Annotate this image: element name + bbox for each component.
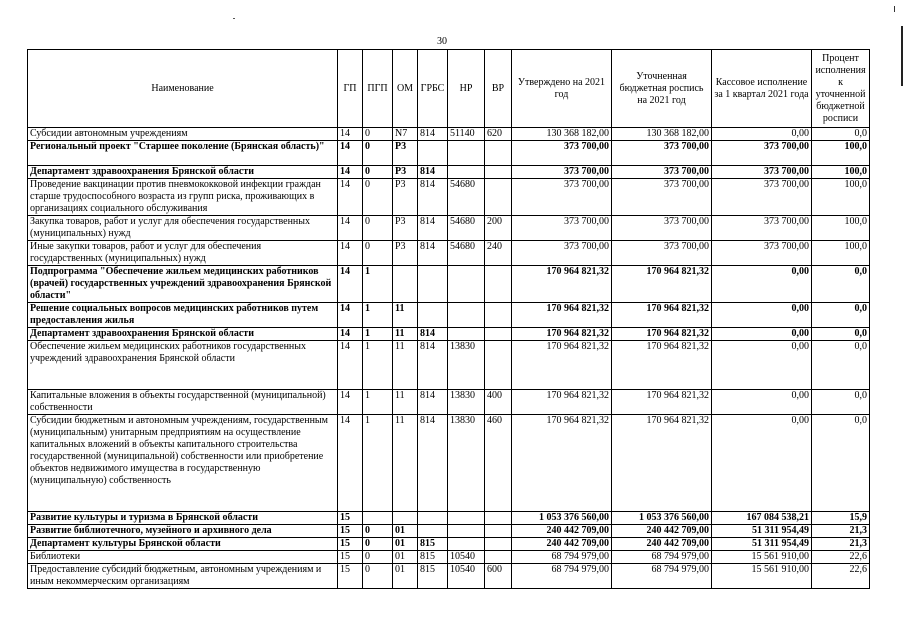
row-name: Капитальные вложения в объекты государственной (муниципальной) собственности [28,390,338,415]
row-approved: 373 700,00 [512,216,612,241]
row-vr [485,341,512,390]
row-gp: 15 [338,512,363,525]
row-cash: 0,00 [712,303,812,328]
row-revised: 130 368 182,00 [612,128,712,141]
row-vr [485,512,512,525]
row-np [448,303,485,328]
row-np [448,538,485,551]
row-gp: 15 [338,551,363,564]
row-vr [485,538,512,551]
table-row [28,525,870,538]
row-np: 13830 [448,390,485,415]
row-np: 51140 [448,128,485,141]
table-row [28,564,870,589]
row-percent: 100,0 [812,241,870,266]
row-om: 01 [393,525,418,538]
row-vr [485,525,512,538]
row-percent: 0,0 [812,390,870,415]
row-pgp: 1 [363,341,393,390]
row-np: 10540 [448,564,485,589]
row-gp: 14 [338,179,363,216]
row-pgp: 0 [363,128,393,141]
row-percent: 21,3 [812,538,870,551]
row-vr [485,328,512,341]
table-header-row [28,50,870,128]
row-gp: 14 [338,328,363,341]
row-name: Департамент здравоохранения Брянской области [28,166,338,179]
table-row [28,179,870,216]
row-grbs: 814 [418,328,448,341]
row-percent: 0,0 [812,266,870,303]
header-grbs: ГРБС [418,50,448,128]
row-np: 10540 [448,551,485,564]
row-vr [485,141,512,166]
table-row [28,512,870,525]
row-revised: 170 964 821,32 [612,266,712,303]
row-grbs: 814 [418,166,448,179]
row-grbs: 814 [418,341,448,390]
row-revised: 170 964 821,32 [612,303,712,328]
row-grbs: 815 [418,551,448,564]
row-cash: 373 700,00 [712,166,812,179]
row-pgp: 1 [363,415,393,512]
row-pgp: 1 [363,328,393,341]
table-row [28,241,870,266]
row-vr [485,303,512,328]
row-om: 11 [393,328,418,341]
row-np [448,512,485,525]
row-gp: 14 [338,166,363,179]
table-row [28,216,870,241]
row-cash: 0,00 [712,266,812,303]
row-gp: 14 [338,128,363,141]
table-row [28,303,870,328]
row-om [393,266,418,303]
header-np: НР [448,50,485,128]
row-pgp: 0 [363,216,393,241]
row-grbs: 814 [418,241,448,266]
row-vr: 460 [485,415,512,512]
table-row [28,538,870,551]
row-np: 54680 [448,241,485,266]
row-gp: 15 [338,564,363,589]
row-approved: 170 964 821,32 [512,328,612,341]
row-om: 11 [393,390,418,415]
row-cash: 373 700,00 [712,141,812,166]
row-grbs: 814 [418,128,448,141]
row-revised: 373 700,00 [612,166,712,179]
row-revised: 240 442 709,00 [612,525,712,538]
row-approved: 170 964 821,32 [512,390,612,415]
row-grbs [418,512,448,525]
table-row [28,415,870,512]
row-approved: 373 700,00 [512,241,612,266]
table-row [28,390,870,415]
row-revised: 373 700,00 [612,141,712,166]
row-percent: 100,0 [812,166,870,179]
row-approved: 373 700,00 [512,166,612,179]
row-cash: 373 700,00 [712,241,812,266]
header-om: ОМ [393,50,418,128]
table-row [28,166,870,179]
row-pgp: 1 [363,266,393,303]
header-percent: Процент исполнения к уточненной бюджетной росписи [812,50,870,128]
row-percent: 0,0 [812,303,870,328]
row-approved: 170 964 821,32 [512,341,612,390]
row-grbs: 814 [418,216,448,241]
row-gp: 15 [338,538,363,551]
row-revised: 68 794 979,00 [612,551,712,564]
row-percent: 0,0 [812,328,870,341]
row-np: 54680 [448,179,485,216]
row-np [448,266,485,303]
row-gp: 14 [338,303,363,328]
row-revised: 373 700,00 [612,179,712,216]
row-revised: 373 700,00 [612,216,712,241]
row-percent: 100,0 [812,179,870,216]
row-cash: 15 561 910,00 [712,551,812,564]
row-name: Департамент культуры Брянской области [28,538,338,551]
row-percent: 0,0 [812,341,870,390]
row-grbs [418,525,448,538]
row-pgp: 0 [363,564,393,589]
row-revised: 240 442 709,00 [612,538,712,551]
row-om: 01 [393,551,418,564]
row-pgp [363,512,393,525]
row-gp: 14 [338,341,363,390]
row-gp: 14 [338,141,363,166]
row-percent: 22,6 [812,551,870,564]
row-om: 01 [393,538,418,551]
row-name: Субсидии бюджетным и автономным учреждениям, государственным (муниципальным) унитарным предприятиям на осуществление капитальных вложений в объекты капитального строительства государственной (муниципальной) собственности или приобретение объектов недвижимого имущества в государственную (муниципальную) собственность [28,415,338,512]
row-om: P3 [393,141,418,166]
row-name: Иные закупки товаров, работ и услуг для обеспечения государственных (муниципальных) нужд [28,241,338,266]
row-om: 11 [393,303,418,328]
header-name: Наименование [28,50,338,128]
budget-execution-table [27,49,870,589]
row-grbs [418,303,448,328]
row-vr [485,551,512,564]
table-row [28,341,870,390]
row-cash: 15 561 910,00 [712,564,812,589]
row-approved: 1 053 376 560,00 [512,512,612,525]
row-vr: 200 [485,216,512,241]
row-om: P3 [393,216,418,241]
row-percent: 21,3 [812,525,870,538]
row-vr: 620 [485,128,512,141]
row-om: 11 [393,341,418,390]
row-name: Субсидии автономным учреждениям [28,128,338,141]
row-om: P3 [393,179,418,216]
row-pgp: 0 [363,166,393,179]
row-np: 54680 [448,216,485,241]
row-pgp: 1 [363,390,393,415]
row-approved: 240 442 709,00 [512,525,612,538]
header-revised: Уточненная бюджетная роспись на 2021 год [612,50,712,128]
row-cash: 373 700,00 [712,216,812,241]
table-row [28,551,870,564]
table-row [28,141,870,166]
row-approved: 130 368 182,00 [512,128,612,141]
row-grbs: 814 [418,179,448,216]
row-name: Региональный проект "Старшее поколение (Брянская область)" [28,141,338,166]
row-approved: 68 794 979,00 [512,551,612,564]
row-vr: 240 [485,241,512,266]
header-approved: Утверждено на 2021 год [512,50,612,128]
page-number: 30 [437,36,447,47]
row-gp: 14 [338,216,363,241]
row-grbs: 815 [418,564,448,589]
row-approved: 240 442 709,00 [512,538,612,551]
row-gp: 14 [338,241,363,266]
row-percent: 100,0 [812,216,870,241]
row-name: Библиотеки [28,551,338,564]
row-cash: 167 084 538,21 [712,512,812,525]
row-pgp: 0 [363,525,393,538]
row-gp: 14 [338,390,363,415]
row-np: 13830 [448,341,485,390]
row-np [448,166,485,179]
row-cash: 0,00 [712,415,812,512]
row-cash: 373 700,00 [712,179,812,216]
row-approved: 170 964 821,32 [512,266,612,303]
row-name: Развитие библиотечного, музейного и архивного дела [28,525,338,538]
row-approved: 68 794 979,00 [512,564,612,589]
row-name: Подпрограмма "Обеспечение жильем медицинских работников (врачей) государственных учреждений здравоохранения Брянской области" [28,266,338,303]
table-row [28,128,870,141]
header-cash: Кассовое исполнение за 1 квартал 2021 года [712,50,812,128]
row-pgp: 0 [363,179,393,216]
row-vr [485,266,512,303]
row-np [448,525,485,538]
row-name: Департамент здравоохранения Брянской области [28,328,338,341]
row-gp: 15 [338,525,363,538]
row-percent: 15,9 [812,512,870,525]
row-vr: 400 [485,390,512,415]
row-approved: 373 700,00 [512,141,612,166]
row-grbs [418,266,448,303]
row-percent: 0,0 [812,415,870,512]
row-grbs: 814 [418,390,448,415]
row-om: P3 [393,241,418,266]
row-gp: 14 [338,266,363,303]
row-revised: 170 964 821,32 [612,390,712,415]
row-pgp: 0 [363,141,393,166]
row-name: Проведение вакцинации против пневмококковой инфекции граждан старше трудоспособного возраста из групп риска, проживающих в организациях социального обслуживания [28,179,338,216]
row-pgp: 0 [363,538,393,551]
row-revised: 373 700,00 [612,241,712,266]
header-gp: ГП [338,50,363,128]
row-approved: 170 964 821,32 [512,415,612,512]
row-gp: 14 [338,415,363,512]
row-grbs: 815 [418,538,448,551]
row-om: 01 [393,564,418,589]
table-row [28,266,870,303]
row-om: N7 [393,128,418,141]
row-percent: 22,6 [812,564,870,589]
row-revised: 170 964 821,32 [612,415,712,512]
row-pgp: 0 [363,551,393,564]
row-cash: 0,00 [712,128,812,141]
row-revised: 1 053 376 560,00 [612,512,712,525]
header-vr: ВР [485,50,512,128]
row-cash: 51 311 954,49 [712,538,812,551]
row-pgp: 0 [363,241,393,266]
row-pgp: 1 [363,303,393,328]
row-vr [485,166,512,179]
row-cash: 0,00 [712,328,812,341]
row-cash: 51 311 954,49 [712,525,812,538]
row-percent: 100,0 [812,141,870,166]
row-cash: 0,00 [712,341,812,390]
row-revised: 68 794 979,00 [612,564,712,589]
row-om: 11 [393,415,418,512]
table-row [28,328,870,341]
row-grbs [418,141,448,166]
scan-mark [894,6,895,12]
row-revised: 170 964 821,32 [612,328,712,341]
row-vr [485,179,512,216]
row-approved: 373 700,00 [512,179,612,216]
row-name: Решение социальных вопросов медицинских работников путем предоставления жилья [28,303,338,328]
row-name: Предоставление субсидий бюджетным, автономным учреждениям и иным некоммерческим организациям [28,564,338,589]
row-revised: 170 964 821,32 [612,341,712,390]
row-np [448,141,485,166]
row-name: Развитие культуры и туризма в Брянской области [28,512,338,525]
page-edge-bar [901,26,903,86]
row-name: Закупка товаров, работ и услуг для обеспечения государственных (муниципальных) нужд [28,216,338,241]
row-np [448,328,485,341]
header-pgp: ПГП [363,50,393,128]
row-om: P3 [393,166,418,179]
row-vr: 600 [485,564,512,589]
row-approved: 170 964 821,32 [512,303,612,328]
row-name: Обеспечение жильем медицинских работников государственных учреждений здравоохранения Брянской области [28,341,338,390]
row-om [393,512,418,525]
row-np: 13830 [448,415,485,512]
row-percent: 0,0 [812,128,870,141]
row-cash: 0,00 [712,390,812,415]
row-grbs: 814 [418,415,448,512]
scan-mark [233,18,235,19]
